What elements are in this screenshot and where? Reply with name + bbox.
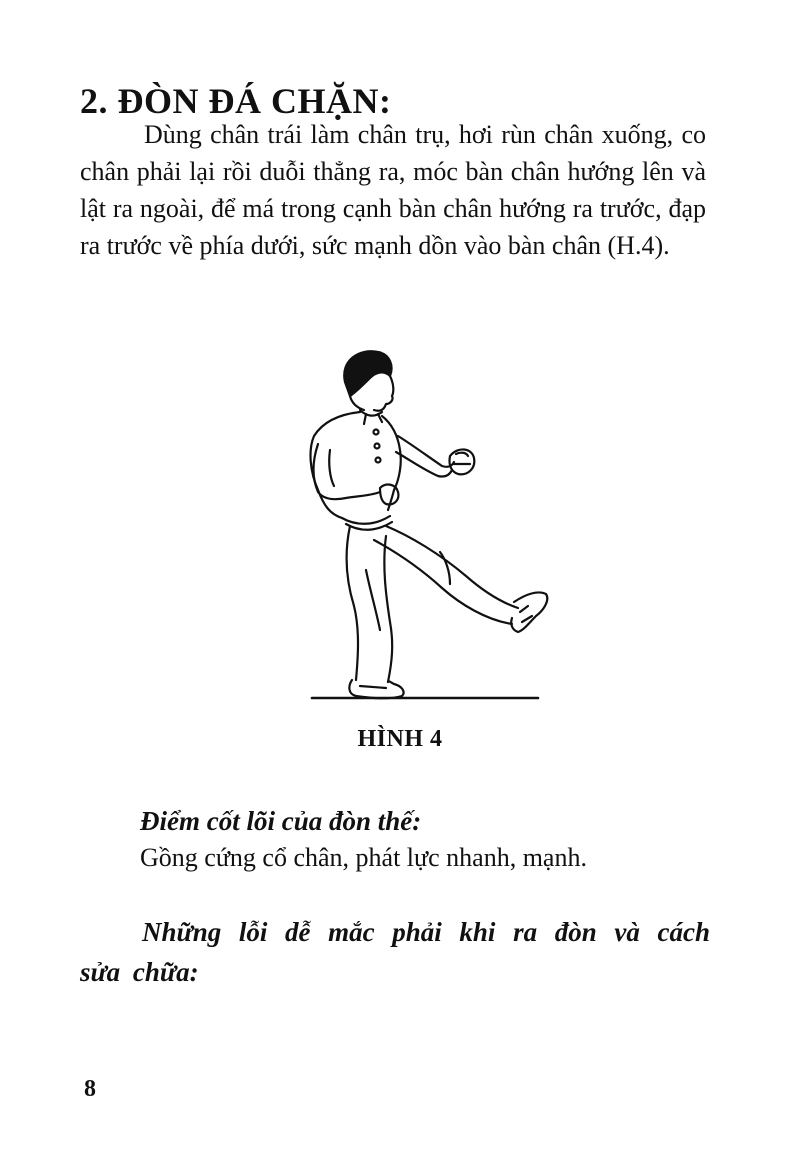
- body-paragraph: Dùng chân trái làm chân trụ, hơi rùn chân xuống, co chân phải lại rồi duỗi thẳng ra, móc bàn chân hướng lên và lật ra ngoài, để má trong cạnh bàn chân hướng ra trước, đạp ra trước về phía dưới, sức mạnh dồn vào bàn chân (H.4).: [80, 120, 706, 260]
- page-number: 8: [84, 1076, 96, 1102]
- key-points-text: Gồng cứng cổ chân, phát lực nhanh, mạnh.: [140, 843, 587, 872]
- section-heading: 2. ĐÒN ĐÁ CHẶN:: [80, 81, 392, 121]
- key-points-heading: Điểm cốt lõi của đòn thế:: [140, 806, 422, 836]
- figure-caption: HÌNH 4: [357, 726, 443, 752]
- kick-illustration: [290, 340, 580, 720]
- common-errors-heading: Những lỗi dễ mắc phải khi ra đòn và cách sửa chữa:: [80, 917, 710, 987]
